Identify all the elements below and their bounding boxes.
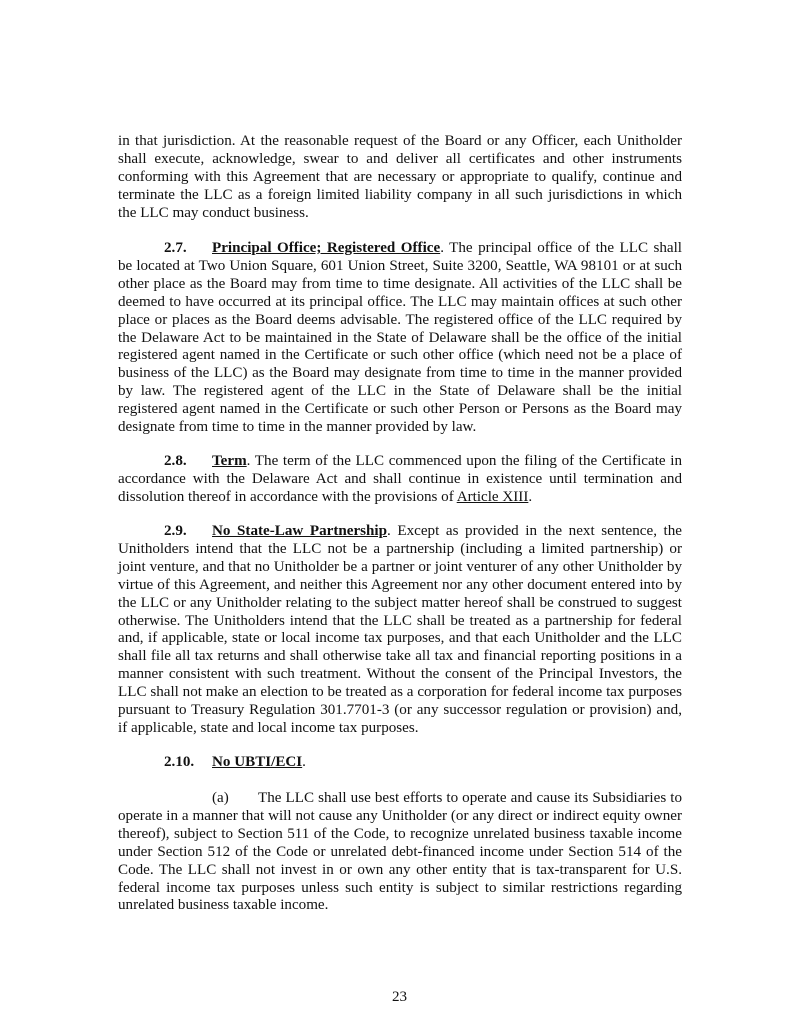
section-title: No UBTI/ECI (212, 754, 303, 770)
section-number: 2.10. (164, 754, 195, 770)
section-body: . The principal office of the LLC shall be located at Two Union Square, 601 Union Street, Suite 3200, Seattle, WA 98101 or at such other place as the Board may from time to time designate. All activities of the LLC shall be deemed to have occurred at its principal office. The LLC may maintain offices at such other place or places as the Board deems advisable. The registered office of the LLC required by the Delaware Act to be maintained in the State of Delaware shall be the office of the initial registered agent named in the Certificate or such other office (which need not be a place of business of the LLC) as the Board may designate from time to time in the manner provided by law. The registered agent of the LLC in the State of Delaware shall be the initial registered agent named in the Certificate or such other Person or Persons as the Board may designate from time to time in the manner provided by law. (118, 240, 682, 436)
continuation-paragraph: in that jurisdiction. At the reasonable request of the Board or any Officer, each Unitholder shall execute, acknowledge, swear to and deliver all certificates and other instruments conforming with this Agreement that are necessary or appropriate to qualify, continue and terminate the LLC as a foreign limited liability company in all such jurisdictions in which the LLC may conduct business. (118, 133, 682, 221)
section-title: No State-Law Partnership (212, 523, 388, 539)
section-body-end: . (528, 488, 533, 505)
section-2-10-heading (118, 754, 682, 772)
section-2-9-paragraph (118, 523, 682, 738)
section-2-7-paragraph (118, 240, 682, 437)
section-title: Term (212, 453, 247, 469)
section-body: . Except as provided in the next sentence, the Unitholders intend that the LLC not be a partnership (including a limited partnership) or joint venture, and that no Unitholder be a partner or joint venturer of any other Unitholder by virtue of this Agreement, and neither this Agreement nor any other document entered into by the LLC or any Unitholder relating to the subject matter hereof shall be construed to suggest otherwise. The Unitholders intend that the LLC shall be treated as a partnership for federal and, if applicable, state or local income tax purposes, and that each Unitholder and the LLC shall file all tax returns and shall otherwise take all tax and financial reporting positions in a manner consistent with such treatment. Without the consent of the Principal Investors, the LLC shall not make an election to be treated as a corporation for federal income tax purposes pursuant to Treasury Regulation 301.7701-3 (or any successor regulation or provision) and, if applicable, state and local income tax purposes. (118, 523, 682, 736)
section-number: 2.7. (164, 240, 187, 256)
section-body: . The term of the LLC commenced upon the filing of the Certificate in accordance with the Delaware Act and shall continue in existence until termination and dissolution thereof in accordance with the provisions of (118, 453, 682, 505)
section-2-10-a-paragraph (118, 790, 682, 915)
section-number: 2.9. (164, 523, 187, 539)
section-number: 2.8. (164, 453, 187, 469)
subsection-label: (a) (212, 790, 229, 806)
subsection-body: The LLC shall use best efforts to operate and cause its Subsidiaries to operate in a manner that will not cause any Unitholder (or any direct or indirect equity owner thereof), subject to Section 511 of the Code, to recognize unrelated business taxable income under Section 512 of the Code or unrelated debt-financed income under Section 514 of the Code. The LLC shall not invest in or own any other entity that is tax-transparent for U.S. federal income tax purposes unless such entity is subject to similar restrictions regarding unrelated business taxable income. (118, 790, 682, 914)
section-body: . (302, 754, 306, 770)
article-xiii-reference: Article XIII (456, 488, 529, 505)
section-title: Principal Office; Registered Office (212, 240, 441, 256)
page-number: 23 (391, 989, 408, 1005)
section-2-8-paragraph (118, 453, 682, 507)
